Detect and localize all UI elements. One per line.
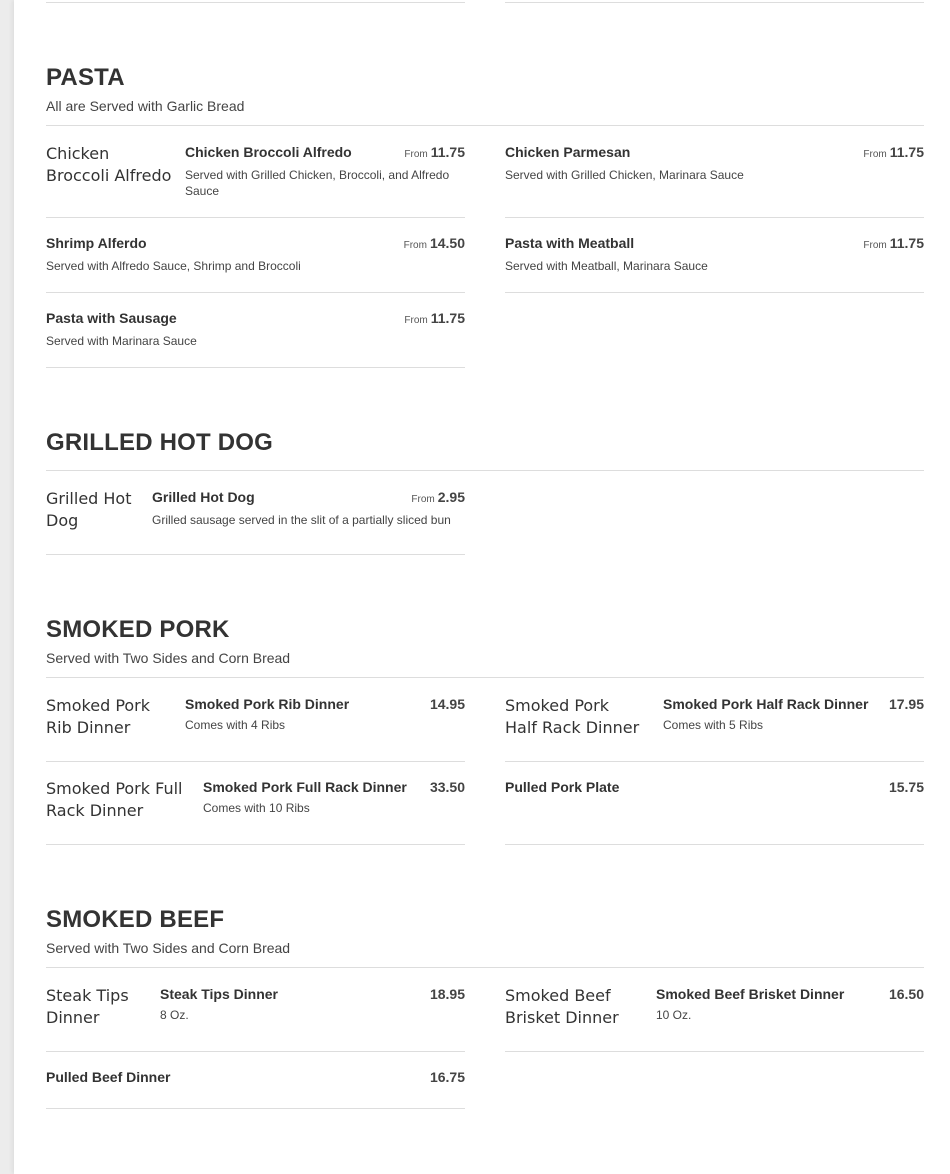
item-description: Served with Alfredo Sauce, Shrimp and Broccoli bbox=[46, 259, 301, 273]
item-description: Grilled sausage served in the slit of a partially sliced bun bbox=[152, 513, 451, 527]
item-description: Comes with 4 Ribs bbox=[185, 718, 286, 732]
section-title: SMOKED PORK bbox=[46, 616, 230, 643]
from-label: From bbox=[404, 149, 428, 160]
item-price: From 11.75 bbox=[863, 144, 924, 160]
item-description: Comes with 10 Ribs bbox=[203, 801, 310, 815]
section-pasta bbox=[46, 64, 924, 348]
item-price: 16.75 bbox=[429, 1069, 465, 1085]
item-price: 16.50 bbox=[888, 986, 924, 1002]
item-description: 10 Oz. bbox=[656, 1008, 692, 1022]
menu-item-grilled-hot-dog[interactable] bbox=[46, 488, 465, 555]
menu-item-steak-tips-dinner[interactable] bbox=[46, 985, 465, 1052]
section-title: GRILLED HOT DOG bbox=[46, 429, 273, 456]
item-name: Pasta with Meatball bbox=[505, 235, 635, 251]
item-name: Shrimp Alferdo bbox=[46, 235, 147, 251]
item-name: Grilled Hot Dog bbox=[152, 489, 255, 505]
section-grilled-hot-dog bbox=[46, 429, 924, 530]
divider bbox=[46, 0, 465, 3]
section-smoked-beef bbox=[46, 906, 924, 1085]
item-name: Smoked Pork Half Rack Dinner bbox=[663, 696, 869, 712]
item-price: 17.95 bbox=[888, 696, 924, 712]
item-name: Smoked Pork Rib Dinner bbox=[185, 696, 350, 712]
menu-page bbox=[14, 0, 950, 1174]
section-subtitle: Served with Two Sides and Corn Bread bbox=[46, 940, 291, 956]
from-label: From bbox=[404, 315, 428, 326]
section-divider bbox=[46, 677, 924, 678]
item-description: Served with Marinara Sauce bbox=[46, 334, 197, 348]
menu-item-chicken-parmesan[interactable] bbox=[505, 143, 924, 218]
item-description: Served with Grilled Chicken, Marinara Sauce bbox=[505, 168, 744, 182]
item-price: From 11.75 bbox=[404, 310, 465, 326]
section-subtitle: Served with Two Sides and Corn Bread bbox=[46, 650, 291, 666]
section-title: SMOKED BEEF bbox=[46, 906, 225, 933]
menu-item-pulled-beef-dinner[interactable] bbox=[46, 1068, 465, 1109]
menu-item-pulled-pork-plate[interactable] bbox=[505, 778, 924, 845]
item-name: Chicken Parmesan bbox=[505, 144, 631, 160]
section-divider bbox=[46, 470, 924, 471]
item-image: Smoked Pork Rib Dinner bbox=[46, 696, 151, 737]
menu-item-smoked-pork-rib-dinner[interactable] bbox=[46, 695, 465, 762]
item-description: Served with Grilled Chicken, Broccoli, and Alfredo Sauce bbox=[185, 168, 450, 198]
item-image: Smoked Pork Full Rack Dinner bbox=[46, 779, 183, 820]
item-description: Comes with 5 Ribs bbox=[663, 718, 764, 732]
menu-item-pasta-with-sausage[interactable] bbox=[46, 309, 465, 368]
item-name: Smoked Pork Full Rack Dinner bbox=[203, 779, 407, 795]
item-price: From 14.50 bbox=[403, 235, 465, 251]
divider bbox=[505, 0, 924, 3]
menu-item-smoked-beef-brisket-dinner[interactable] bbox=[505, 985, 924, 1052]
item-price: 14.95 bbox=[429, 696, 465, 712]
item-price: From 2.95 bbox=[411, 489, 465, 505]
menu-item-smoked-pork-half-rack-dinner[interactable] bbox=[505, 695, 924, 762]
section-divider bbox=[46, 967, 924, 968]
item-description: 8 Oz. bbox=[160, 1008, 189, 1022]
item-image: Steak Tips Dinner bbox=[46, 986, 129, 1027]
item-image: Smoked Pork Half Rack Dinner bbox=[505, 696, 640, 737]
menu-item-smoked-pork-full-rack-dinner[interactable] bbox=[46, 778, 465, 845]
item-price: From 11.75 bbox=[404, 144, 465, 160]
item-description: Served with Meatball, Marinara Sauce bbox=[505, 259, 708, 273]
menu-item-shrimp-alferdo[interactable] bbox=[46, 234, 465, 293]
menu-item-pasta-with-meatball[interactable] bbox=[505, 234, 924, 293]
section-subtitle: All are Served with Garlic Bread bbox=[46, 98, 245, 114]
item-image: Smoked Beef Brisket Dinner bbox=[505, 986, 619, 1027]
item-price: From 11.75 bbox=[863, 235, 924, 251]
item-name: Steak Tips Dinner bbox=[160, 986, 279, 1002]
section-divider bbox=[46, 125, 924, 126]
section-smoked-pork bbox=[46, 616, 924, 820]
item-price: 18.95 bbox=[429, 986, 465, 1002]
from-label: From bbox=[411, 494, 435, 505]
item-name: Chicken Broccoli Alfredo bbox=[185, 144, 352, 160]
item-name: Smoked Beef Brisket Dinner bbox=[656, 986, 845, 1002]
from-label: From bbox=[863, 240, 887, 251]
item-name: Pasta with Sausage bbox=[46, 310, 177, 326]
section-title: PASTA bbox=[46, 64, 125, 91]
item-price: 15.75 bbox=[888, 779, 924, 795]
item-image: Grilled Hot Dog bbox=[46, 489, 132, 530]
menu-item-chicken-broccoli-alfredo[interactable] bbox=[46, 143, 465, 218]
from-label: From bbox=[863, 149, 887, 160]
item-image: Chicken Broccoli Alfredo bbox=[46, 144, 172, 185]
from-label: From bbox=[403, 240, 427, 251]
item-price: 33.50 bbox=[429, 779, 465, 795]
item-name: Pulled Pork Plate bbox=[505, 779, 620, 795]
item-name: Pulled Beef Dinner bbox=[46, 1069, 171, 1085]
